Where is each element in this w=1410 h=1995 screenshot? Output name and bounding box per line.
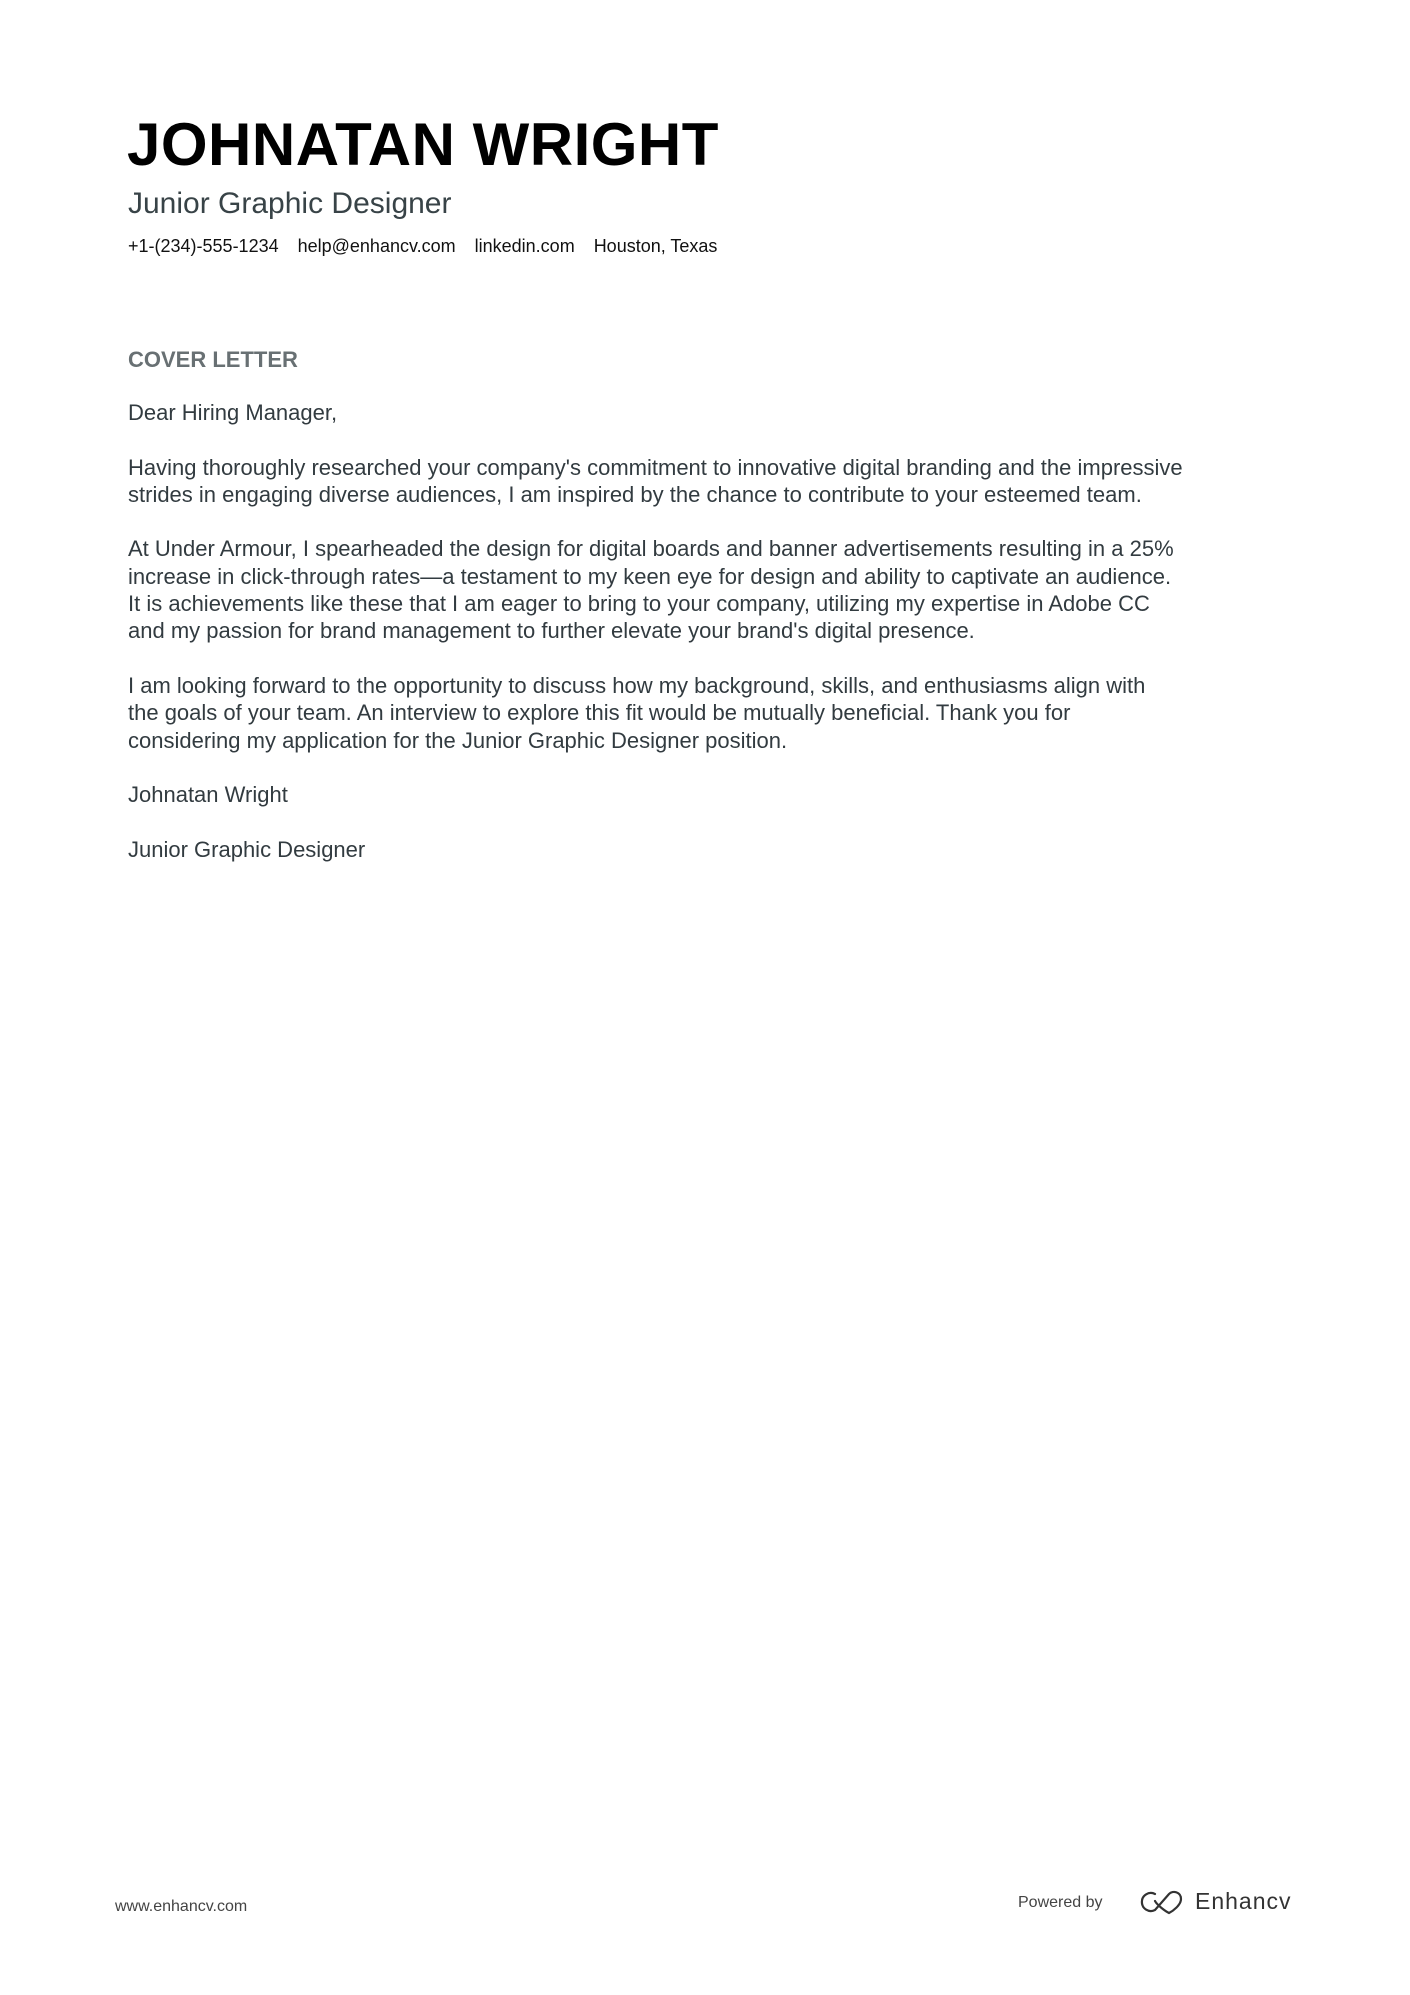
- text-line: increase in click-through rates—a testament to my keen eye for design and ability to captivate an audience.: [128, 563, 1172, 589]
- contact-phone: +1-(234)-555-1234: [128, 236, 279, 256]
- contact-info: [128, 235, 717, 258]
- greeting: Dear Hiring Manager,: [128, 400, 338, 425]
- applicant-name: JOHNATAN WRIGHT: [127, 111, 719, 178]
- text-line: At Under Armour, I spearheaded the design for digital boards and banner advertisements resulting in a 25%: [128, 536, 1174, 562]
- text-line: It is achievements like these that I am eager to bring to your company, utilizing my expertise in Adobe CC: [128, 591, 1150, 617]
- enhancv-logo-text: Enhancv: [1195, 1888, 1292, 1914]
- enhancv-logo[interactable]: [1139, 1888, 1292, 1915]
- contact-linkedin[interactable]: linkedin.com: [474, 236, 575, 256]
- letter-body: [128, 399, 1308, 890]
- text-line: considering my application for the Junior Graphic Designer position.: [128, 727, 788, 753]
- applicant-title: Junior Graphic Designer: [128, 187, 452, 220]
- powered-by-label: Powered by: [1018, 1894, 1103, 1911]
- paragraph-1: [128, 454, 1308, 509]
- text-line: I am looking forward to the opportunity to discuss how my background, skills, and enthusiasms align with: [128, 672, 1146, 698]
- enhancv-logo-icon: [1139, 1889, 1185, 1915]
- paragraph-2: [128, 535, 1308, 644]
- footer-website-link[interactable]: www.enhancv.com: [115, 1898, 248, 1915]
- text-line: Having thoroughly researched your company's commitment to innovative digital branding and the impressive: [128, 454, 1183, 480]
- text-line: strides in engaging diverse audiences, I am inspired by the chance to contribute to your esteemed team.: [128, 481, 1142, 507]
- signature-name: Johnatan Wright: [128, 782, 288, 808]
- text-line: and my passion for brand management to further elevate your brand's digital presence.: [128, 618, 975, 644]
- contact-email[interactable]: help@enhancv.com: [297, 236, 456, 256]
- paragraph-3: [128, 672, 1308, 754]
- contact-location: Houston, Texas: [593, 236, 718, 256]
- signature-title: Junior Graphic Designer: [128, 836, 366, 862]
- section-title: COVER LETTER: [128, 347, 298, 372]
- text-line: the goals of your team. An interview to explore this fit would be mutually beneficial. Thank you for: [128, 700, 1071, 726]
